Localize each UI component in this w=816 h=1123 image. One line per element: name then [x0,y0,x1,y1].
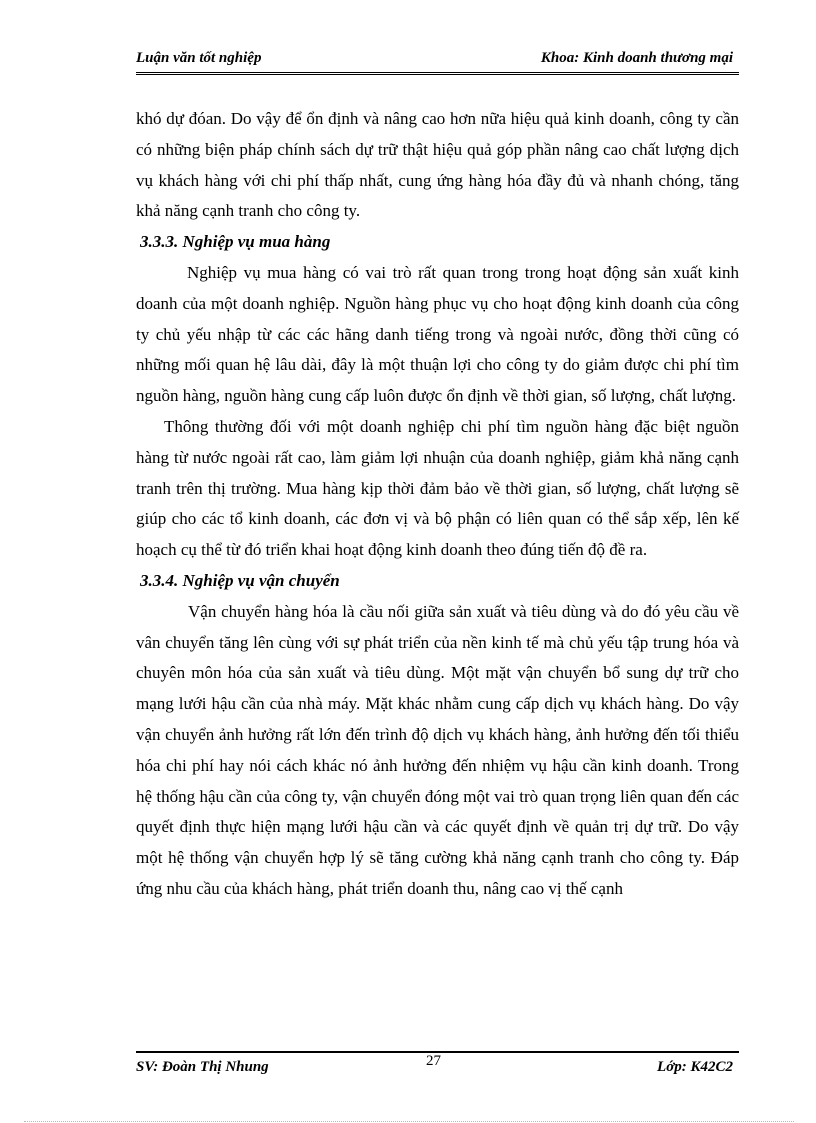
page-header [136,48,739,75]
section-heading-3-3-4: 3.3.4. Nghiệp vụ vận chuyển [140,570,340,590]
footer-class-label: Lớp: K42C2 [657,1059,733,1075]
page-bottom-divider [24,1121,794,1122]
page-number: 27 [426,1053,441,1069]
page-footer [136,1051,739,1079]
header-thesis-label: Luận văn tốt nghiệp [136,50,262,66]
page-body [136,104,739,905]
section-heading-3-3-3: 3.3.3. Nghiệp vụ mua hàng [140,232,331,252]
paragraph-4: Vận chuyển hàng hóa là cầu nối giữa sản xuất và tiêu dùng và do đó yêu cầu về vân chuyển tăng lên cùng với sự phát triển của nền kinh tế mà chủ yếu tập trung hóa và chuyên môn hóa của sản xuất và tiêu dùng. Một mặt vận chuyển bổ sung dự trữ cho mạng lưới hậu cần của nhà máy. Mặt khác nhằm cung cấp dịch vụ khách hàng. Do vậy vận chuyển ảnh hưởng rất lớn đến trình độ dịch vụ khách hàng, ảnh hưởng đến tối thiểu hóa chi phí hay nói cách khác nó ảnh hưởng đến nhiệm vụ hậu cần kinh doanh. Trong hệ thống hậu cần của công ty, vận chuyển đóng một vai trò quan trọng liên quan đến các quyết định thực hiện mạng lưới hậu cần và các quyết định về quản trị dự trữ. Do vậy một hệ thống vận chuyển hợp lý sẽ tăng cường khả năng cạnh tranh cho công ty. Đáp ứng nhu cầu của khách hàng, phát triển doanh thu, nâng cao vị thế cạnh [136,601,739,898]
paragraph-3: Thông thường đối với một doanh nghiệp chi phí tìm nguồn hàng đặc biệt nguồn hàng từ nước ngoài rất cao, làm giảm lợi nhuận của doanh nghiệp, giảm khả năng cạnh tranh trên thị trường. Mua hàng kịp thời đảm bảo về thời gian, số lượng, chất lượng sẽ giúp cho các tổ kinh doanh, các đơn vị và bộ phận có liên quan có thể sắp xếp, lên kế hoạch cụ thể từ đó triển khai hoạt động kinh doanh theo đúng tiến độ đề ra. [136,416,739,560]
paragraph-2: Nghiệp vụ mua hàng có vai trò rất quan trong trong hoạt động sản xuất kinh doanh của một doanh nghiệp. Nguồn hàng phục vụ cho hoạt động kinh doanh của công ty chủ yếu nhập từ các các hãng danh tiếng trong và ngoài nước, đồng thời cũng có những mối quan hệ lâu dài, đây là một thuận lợi cho công ty do giảm được chi phí tìm nguồn hàng, nguồn hàng cung cấp luôn được ổn định về thời gian, số lượng, chất lượng. [136,262,739,406]
header-faculty-label: Khoa: Kinh doanh thương mại [540,50,733,66]
paragraph-1: khó dự đóan. Do vậy để ổn định và nâng cao hơn nữa hiệu quả kinh doanh, công ty cần có những biện pháp chính sách dự trữ thật hiệu quả góp phần nâng cao chất lượng dịch vụ khách hàng với chi phí thấp nhất, cung ứng hàng hóa đầy đủ và nhanh chóng, tăng khả năng cạnh tranh cho công ty. [136,109,739,221]
footer-student-name: SV: Đoàn Thị Nhung [136,1059,269,1075]
